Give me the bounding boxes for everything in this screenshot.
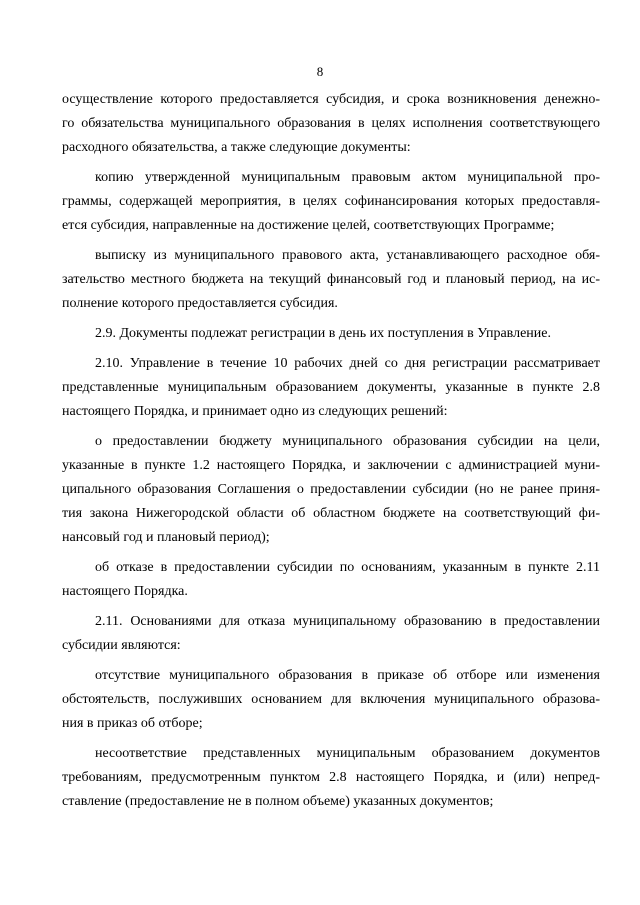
page-number: 8 [316, 64, 324, 79]
paragraph [62, 430, 600, 550]
text-line: 2.9. Документы подлежат регистрации в день их поступления в Управление. [95, 326, 551, 341]
text-line: 2.10. Управление в течение 10 рабочих дней со дня регистрации рассматривает [95, 356, 600, 371]
text-line: ставление (предоставление не в полном объеме) указанных документов; [62, 794, 494, 809]
paragraph [62, 742, 600, 814]
paragraph [62, 88, 600, 160]
text-line: настоящего Порядка, и принимает одно из следующих решений: [62, 404, 448, 419]
document-body [62, 88, 600, 814]
text-line: настоящего Порядка. [62, 584, 188, 599]
paragraph [62, 610, 600, 658]
text-line: указанные в пункте 1.2 настоящего Порядка, и заключении с администрацией муни- [62, 458, 600, 473]
text-line: ется субсидия, направленные на достижение целей, соответствующих Программе; [62, 218, 555, 233]
text-line: го обязательства муниципального образования в целях исполнения соответствующего [62, 116, 600, 131]
paragraph [62, 664, 600, 736]
text-line: расходного обязательства, а также следующие документы: [62, 140, 411, 155]
text-line: граммы, содержащей мероприятия, в целях софинансирования которых предоставля- [62, 194, 600, 209]
text-line: полнение которого предоставляется субсидия. [62, 296, 338, 311]
text-line: субсидии являются: [62, 638, 181, 653]
text-line: несоответствие представленных муниципальным образованием документов [95, 746, 600, 761]
paragraph [62, 166, 600, 238]
text-line: зательство местного бюджета на текущий финансовый год и плановый период, на ис- [62, 272, 600, 287]
text-line: тия закона Нижегородской области об областном бюджете на соответствующий фи- [62, 506, 600, 521]
text-line: 2.11. Основаниями для отказа муниципальному образованию в предоставлении [95, 614, 600, 629]
text-line: обстоятельств, послуживших основанием для включения муниципального образова- [62, 692, 600, 707]
text-line: представленные муниципальным образованием документы, указанные в пункте 2.8 [62, 380, 600, 395]
text-line: ния в приказ об отборе; [62, 716, 203, 731]
paragraph [62, 352, 600, 424]
text-line: нансовый год и плановый период); [62, 530, 270, 545]
text-line: отсутствие муниципального образования в приказе об отборе или изменения [95, 668, 600, 683]
paragraph [62, 556, 600, 604]
text-line: об отказе в предоставлении субсидии по основаниям, указанным в пункте 2.11 [95, 560, 600, 575]
paragraph [62, 322, 600, 346]
text-line: выписку из муниципального правового акта, устанавливающего расходное обя- [95, 248, 600, 263]
text-line: требованиям, предусмотренным пунктом 2.8 настоящего Порядка, и (или) непред- [62, 770, 600, 785]
text-line: о предоставлении бюджету муниципального образования субсидии на цели, [95, 434, 600, 449]
text-line: копию утвержденной муниципальным правовым актом муниципальной про- [95, 170, 600, 185]
paragraph [62, 244, 600, 316]
text-line: осуществление которого предоставляется субсидия, и срока возникновения денежно- [62, 92, 600, 107]
text-line: ципального образования Соглашения о предоставлении субсидии (но не ранее приня- [62, 482, 600, 497]
